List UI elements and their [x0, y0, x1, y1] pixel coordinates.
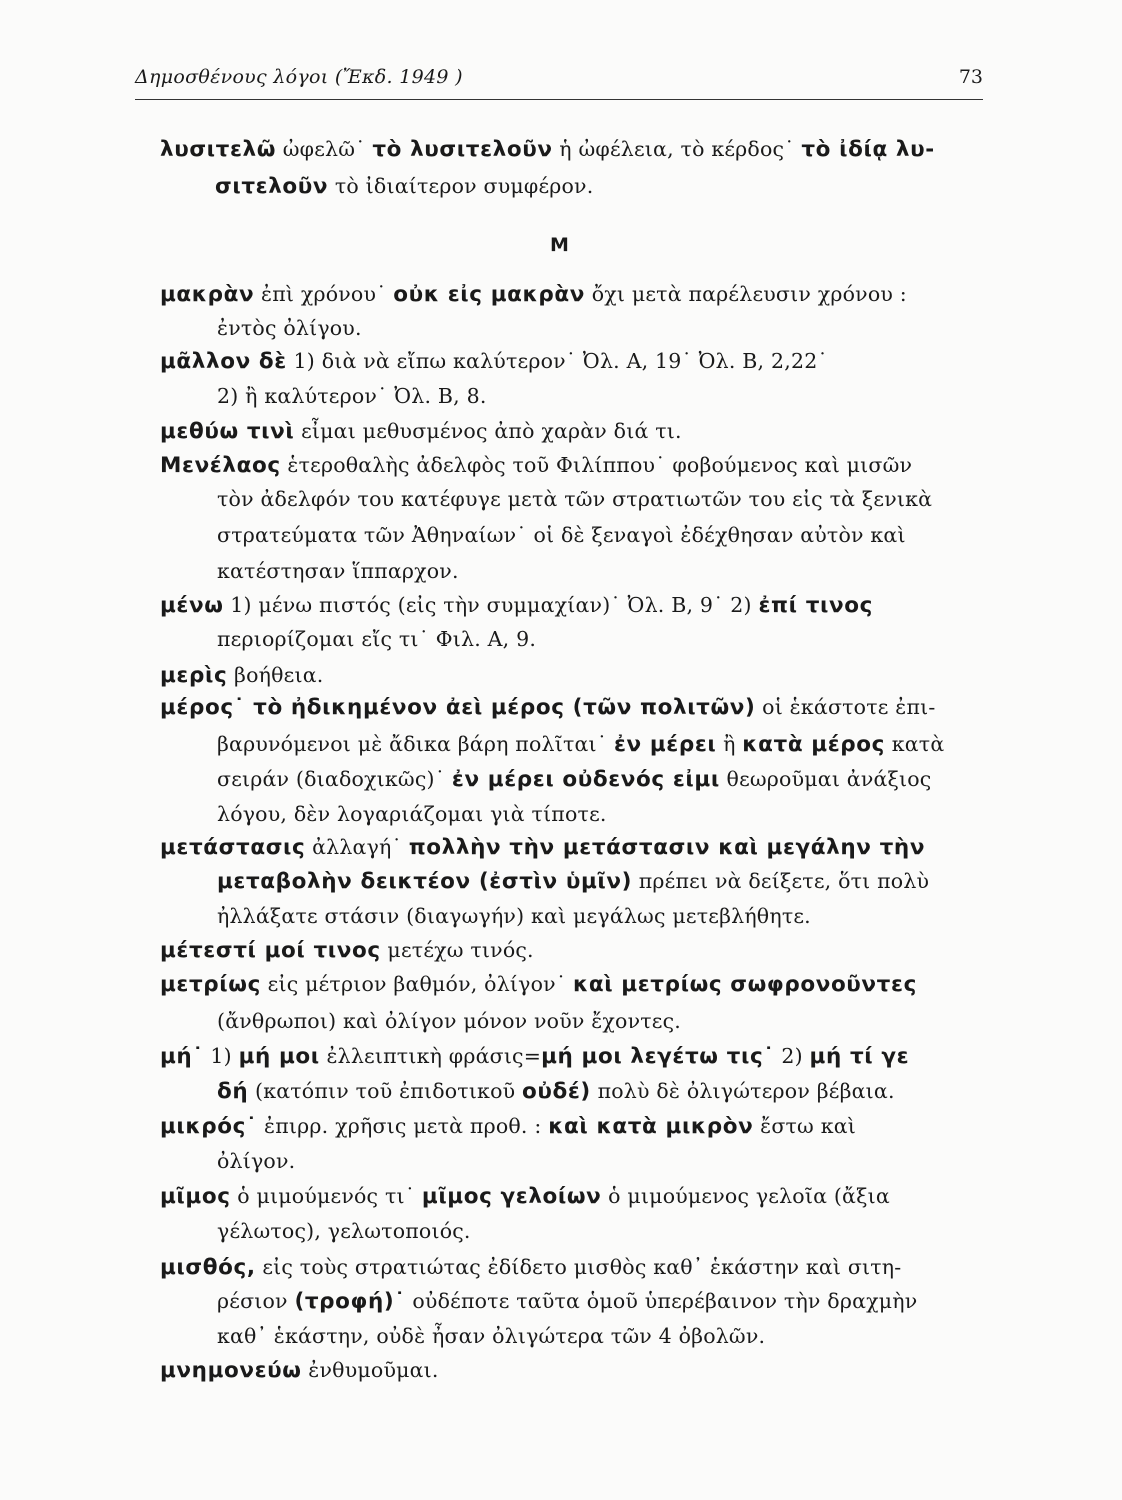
definition-text: μετέχω τινός.	[380, 938, 534, 962]
definition-text: ἀλλαγή˙	[305, 835, 409, 859]
definition-text: θεωροῦμαι ἀνάξιος	[719, 767, 932, 791]
definition-text: ἐλλειπτικὴ φράσις=	[319, 1044, 542, 1068]
headword: μερὶς	[160, 663, 228, 688]
definition-text: (ἄνθρωποι) καὶ ὀλίγον μόνον νοῦν ἔχοντες.	[217, 1009, 682, 1033]
text-line	[217, 484, 932, 514]
definition-text: ἠλλάξατε στάσιν (διαγωγήν) καὶ μεγάλως μετεβλήθητε.	[217, 904, 811, 928]
headword: μέρος˙ τὸ ἠδικημένον ἀεὶ μέρος (τῶν πολιτῶν)	[160, 695, 756, 720]
text-line	[160, 416, 682, 446]
section-letter: Μ	[550, 234, 569, 256]
headword: οὐδέ)	[522, 1079, 591, 1104]
headword: μή τί γε	[809, 1044, 910, 1069]
definition-text: πρέπει νὰ δείξετε, ὅτι πολὺ	[632, 869, 930, 893]
definition-text: ὁ μιμούμενος γελοῖα (ἄξια	[601, 1184, 890, 1208]
headword: μικρός˙	[160, 1114, 258, 1139]
headword: οὐκ εἰς μακρὰν	[393, 282, 585, 307]
headword: μετρίως	[160, 972, 261, 997]
definition-text: ὀλίγον.	[217, 1149, 296, 1173]
text-line	[160, 450, 912, 480]
headword: μακρὰν	[160, 282, 255, 307]
text-line	[217, 1321, 765, 1351]
text-line	[217, 1146, 295, 1176]
headword: τὸ ἰδίᾳ λυ-	[801, 137, 935, 162]
text-line	[217, 729, 944, 759]
definition-text: ὄχι μετὰ παρέλευσιν χρόνου :	[584, 282, 907, 306]
headword: σιτελοῦν	[215, 174, 329, 199]
text-line	[217, 313, 362, 343]
definition-text: σειράν (διαδοχικῶς)˙	[217, 767, 452, 791]
definition-text: ἐπιρρ. χρῆσις μετὰ προθ. :	[257, 1114, 549, 1138]
text-line	[160, 935, 534, 965]
headword: μᾶλλον δὲ	[160, 349, 287, 374]
definition-text: οἱ ἑκάστοτε ἐπι-	[755, 695, 936, 719]
text-line	[160, 692, 936, 722]
headword: ἐν μέρει	[613, 732, 717, 757]
definition-text: εἰς τοὺς στρατιώτας ἐδίδετο μισθὸς καθ᾽ ἑκάστην καὶ σιτη-	[255, 1255, 902, 1279]
text-line	[160, 1252, 901, 1282]
text-line	[217, 764, 932, 794]
definition-text: βοήθεια.	[227, 663, 324, 687]
definition-text: ἐντὸς ὀλίγου.	[217, 316, 362, 340]
text-line	[217, 1006, 681, 1036]
text-line	[217, 381, 487, 411]
headword: λυσιτελῶ	[160, 137, 277, 162]
running-head-title: Δημοσθένους λόγοι (Ἔκδ. 1949 )	[135, 66, 463, 88]
definition-text: (κατόπιν τοῦ ἐπιδοτικοῦ	[248, 1079, 522, 1103]
definition-text: λόγου, δὲν λογαριάζομαι γιὰ τίποτε.	[217, 802, 607, 826]
definition-text: εἶμαι μεθυσμένος ἀπὸ χαρὰν διά τι.	[294, 419, 682, 443]
headword: δή	[217, 1079, 249, 1104]
definition-text: ἡ ὠφέλεια, τὸ κέρδος˙	[552, 137, 802, 161]
header-rule	[135, 99, 983, 100]
headword: μεθύω τινὶ	[160, 419, 295, 444]
headword: μισθός,	[160, 1255, 256, 1280]
definition-text: πολὺ δὲ ὀλιγώτερον βέβαια.	[590, 1079, 895, 1103]
text-line	[217, 866, 929, 896]
definition-text: κατὰ	[885, 732, 945, 756]
text-line	[217, 624, 536, 654]
definition-text: ἐπὶ χρόνου˙	[254, 282, 394, 306]
text-line	[160, 1181, 890, 1211]
definition-text: καθ᾽ ἑκάστην, οὐδὲ ἦσαν ὀλιγώτερα τῶν 4 ὀβολῶν.	[217, 1324, 766, 1348]
definition-text: τὸ ἰδιαίτερον συμφέρον.	[328, 174, 594, 198]
definition-text: εἰς μέτριον βαθμόν, ὀλίγον˙	[260, 972, 573, 996]
text-line	[160, 1111, 856, 1141]
definition-text: οὐδέποτε ταῦτα ὁμοῦ ὑπερέβαινον τὴν δραχμὴν	[405, 1289, 918, 1313]
headword: μῖμος	[160, 1184, 231, 1209]
text-line	[160, 1355, 439, 1385]
definition-text: τὸν ἀδελφόν του κατέφυγε μετὰ τῶν στρατιωτῶν του εἰς τὰ ξενικὰ	[217, 487, 933, 511]
text-line	[160, 590, 873, 620]
definition-text: ὁ μιμούμενός τι˙	[230, 1184, 422, 1208]
definition-text: ἢ	[716, 732, 743, 756]
definition-text: ἔστω καὶ	[753, 1114, 856, 1138]
headword: ἐπί τινος	[758, 593, 873, 618]
text-line	[217, 520, 906, 550]
headword: μή μοι λεγέτω τις˙	[541, 1044, 775, 1069]
headword: πολλὴν τὴν μετάστασιν καὶ μεγάλην τὴν	[408, 835, 926, 860]
headword: Μενέλαος	[160, 453, 281, 478]
text-line	[217, 1216, 471, 1246]
text-line	[217, 556, 459, 586]
headword: (τροφή)˙	[294, 1289, 406, 1314]
definition-text: περιορίζομαι εἴς τι˙ Φιλ. Α, 9.	[217, 627, 537, 651]
text-line	[160, 1041, 909, 1071]
definition-text: κατέστησαν ἵππαρχον.	[217, 559, 459, 583]
definition-text: γέλωτος), γελωτοποιός.	[217, 1219, 471, 1243]
headword: ἐν μέρει οὐδενός εἰμι	[451, 767, 720, 792]
definition-text: βαρυνόμενοι μὲ ἄδικα βάρη πολῖται˙	[217, 732, 614, 756]
headword: μεταβολὴν δεικτέον (ἐστὶν ὑμῖν)	[217, 869, 633, 894]
text-line	[217, 1076, 895, 1106]
definition-text: 1) διὰ νὰ εἴπω καλύτερον˙ Ὀλ. Α, 19˙ Ὀλ. Β, 2,22˙	[286, 349, 828, 373]
definition-text: ρέσιον	[217, 1289, 295, 1313]
definition-text: ἐνθυμοῦμαι.	[301, 1358, 439, 1382]
headword: καὶ μετρίως σωφρονοῦντες	[572, 972, 917, 997]
definition-text: στρατεύματα τῶν Ἀθηναίων˙ οἱ δὲ ξεναγοὶ ἐδέχθησαν αὐτὸν καὶ	[217, 523, 906, 547]
page-number: 73	[958, 66, 983, 88]
headword: μετάστασις	[160, 835, 306, 860]
headword: μέτεστί μοί τινος	[160, 938, 381, 963]
definition-text: ὠφελῶ˙	[276, 137, 373, 161]
headword: μνημονεύω	[160, 1358, 302, 1383]
text-line	[160, 134, 935, 164]
headword: μή˙	[160, 1044, 204, 1069]
headword: καὶ κατὰ μικρὸν	[548, 1114, 754, 1139]
headword: κατὰ μέρος	[742, 732, 885, 757]
text-line	[217, 901, 811, 931]
text-line	[160, 346, 828, 376]
headword: μένω	[160, 593, 224, 618]
headword: μή μοι	[238, 1044, 320, 1069]
text-line	[217, 799, 607, 829]
running-head	[135, 66, 983, 96]
text-line	[215, 171, 593, 201]
definition-text: 1)	[203, 1044, 239, 1068]
text-line	[160, 832, 925, 862]
definition-text: 1) μένω πιστός (εἰς τὴν συμμαχίαν)˙ Ὀλ. Β, 9˙ 2)	[223, 593, 759, 617]
text-line	[160, 969, 917, 999]
headword: τὸ λυσιτελοῦν	[372, 137, 553, 162]
definition-text: ἑτεροθαλὴς ἀδελφὸς τοῦ Φιλίππου˙ φοβούμενος καὶ μισῶν	[280, 453, 913, 477]
definition-text: 2)	[774, 1044, 810, 1068]
headword: μῖμος γελοίων	[421, 1184, 602, 1209]
definition-text: 2) ἢ καλύτερον˙ Ὀλ. Β, 8.	[217, 384, 487, 408]
text-line	[217, 1286, 917, 1316]
text-line	[160, 660, 323, 690]
text-line	[160, 279, 907, 309]
